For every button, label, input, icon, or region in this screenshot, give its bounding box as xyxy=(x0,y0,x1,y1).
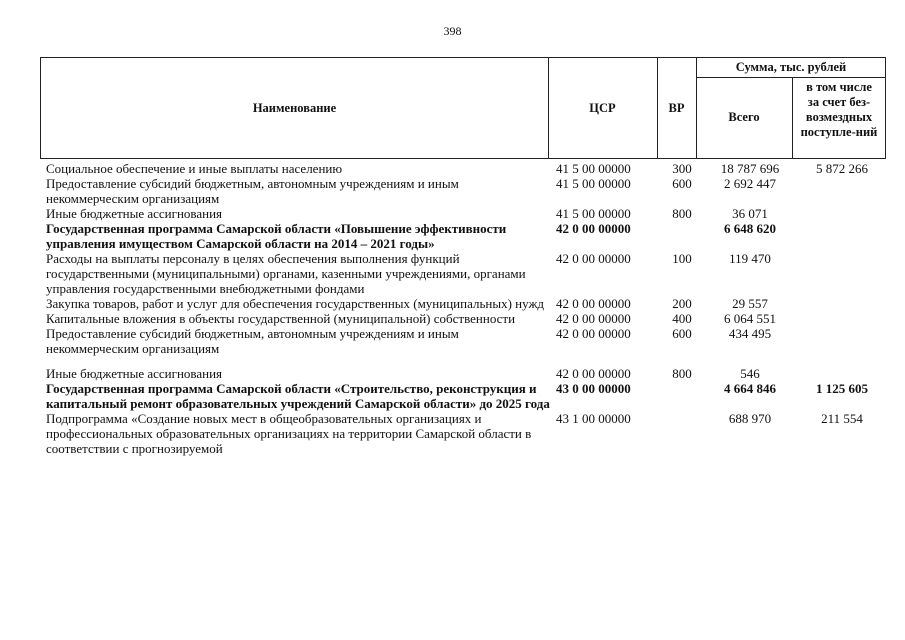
row-total: 18 787 696 xyxy=(720,161,780,176)
row-total: 4 664 846 xyxy=(724,381,776,396)
row-vr: 600 xyxy=(672,176,692,191)
table-row xyxy=(46,411,886,456)
row-vr: 600 xyxy=(672,326,692,341)
table-row xyxy=(46,161,886,176)
row-csr: 43 0 00 00000 xyxy=(556,381,631,396)
row-csr: 42 0 00 00000 xyxy=(556,366,631,381)
row-vr: 800 xyxy=(672,366,692,381)
row-free xyxy=(798,251,886,296)
page-number: 398 xyxy=(443,24,462,38)
row-vr xyxy=(662,381,702,411)
row-name: Капитальные вложения в объекты государственной (муниципальной) собственности xyxy=(46,311,516,326)
row-total: 119 470 xyxy=(729,251,771,266)
row-vr: 200 xyxy=(672,296,692,311)
row-vr: 300 xyxy=(672,161,692,176)
row-vr: 800 xyxy=(672,206,692,221)
table-row xyxy=(46,296,886,311)
row-total: 36 071 xyxy=(732,206,768,221)
row-name: Подпрограмма «Создание новых мест в общеобразовательных организациях и профессиональных образовательных организациях на территории Самарской области в соответствии с прогнозируемой xyxy=(46,411,532,456)
row-free xyxy=(798,176,886,206)
row-csr: 43 1 00 00000 xyxy=(556,411,631,426)
row-total: 434 495 xyxy=(728,326,772,341)
row-free: 211 554 xyxy=(821,411,863,426)
header-name: Наименование xyxy=(252,101,337,115)
row-name: Государственная программа Самарской области «Повышение эффективности управления имуществом Самарской области на 2014 – 2021 годы» xyxy=(46,221,507,251)
table-row xyxy=(46,381,886,411)
row-total: 2 692 447 xyxy=(724,176,776,191)
row-name: Предоставление субсидий бюджетным, автономным учреждениям и иным некоммерческим организациям xyxy=(46,326,459,356)
row-free xyxy=(798,311,886,326)
row-csr: 42 0 00 00000 xyxy=(556,311,631,326)
row-csr: 42 0 00 00000 xyxy=(556,251,631,266)
row-name: Социальное обеспечение и иные выплаты населению xyxy=(46,161,343,176)
row-total: 29 557 xyxy=(732,296,768,311)
row-csr: 41 5 00 00000 xyxy=(556,206,631,221)
row-free: 5 872 266 xyxy=(816,161,868,176)
row-total: 546 xyxy=(740,366,760,381)
row-free xyxy=(798,221,886,251)
row-vr: 400 xyxy=(672,311,692,326)
row-csr: 42 0 00 00000 xyxy=(556,296,631,311)
table-row xyxy=(46,326,886,356)
table-row xyxy=(46,206,886,221)
table-row xyxy=(46,221,886,251)
row-free xyxy=(798,206,886,221)
header-vr: ВР xyxy=(668,101,685,115)
row-name: Расходы на выплаты персоналу в целях обеспечения выполнения функций государственными (муниципальными) органами, казенными учреждениями, органами управления государственными внебюджетными фондами xyxy=(46,251,526,296)
row-csr: 42 0 00 00000 xyxy=(556,221,631,236)
table-row xyxy=(46,251,886,296)
row-total: 688 970 xyxy=(728,411,772,426)
row-name: Иные бюджетные ассигнования xyxy=(46,206,223,221)
row-vr: 100 xyxy=(672,251,692,266)
row-free xyxy=(798,296,886,311)
row-name: Закупка товаров, работ и услуг для обеспечения государственных (муниципальных) нужд xyxy=(46,296,545,311)
row-vr xyxy=(662,221,702,251)
table-row xyxy=(46,176,886,206)
row-csr: 41 5 00 00000 xyxy=(556,161,631,176)
header-csr: ЦСР xyxy=(589,101,616,115)
row-csr: 41 5 00 00000 xyxy=(556,176,631,191)
row-free xyxy=(798,366,886,381)
header-free: в том числе за счет без-возмездных поступле-ний xyxy=(800,80,878,139)
row-name: Предоставление субсидий бюджетным, автономным учреждениям и иным некоммерческим организациям xyxy=(46,176,459,206)
header-divider xyxy=(696,77,885,78)
header-divider xyxy=(792,78,793,158)
row-free: 1 125 605 xyxy=(816,381,868,396)
row-name: Государственная программа Самарской области «Строительство, реконструкция и капитальный ремонт образовательных учреждений Самарской области» до 2025 года xyxy=(46,381,550,411)
row-total: 6 064 551 xyxy=(724,311,776,326)
table-header xyxy=(40,57,886,159)
table-body xyxy=(46,161,886,456)
header-sum-group: Сумма, тыс. рублей xyxy=(735,60,847,74)
table-row xyxy=(46,311,886,326)
row-csr: 42 0 00 00000 xyxy=(556,326,631,341)
table-row xyxy=(46,366,886,381)
row-name: Иные бюджетные ассигнования xyxy=(46,366,223,381)
header-total: Всего xyxy=(728,110,760,124)
row-vr xyxy=(662,411,702,456)
row-free xyxy=(798,326,886,356)
row-total: 6 648 620 xyxy=(724,221,776,236)
